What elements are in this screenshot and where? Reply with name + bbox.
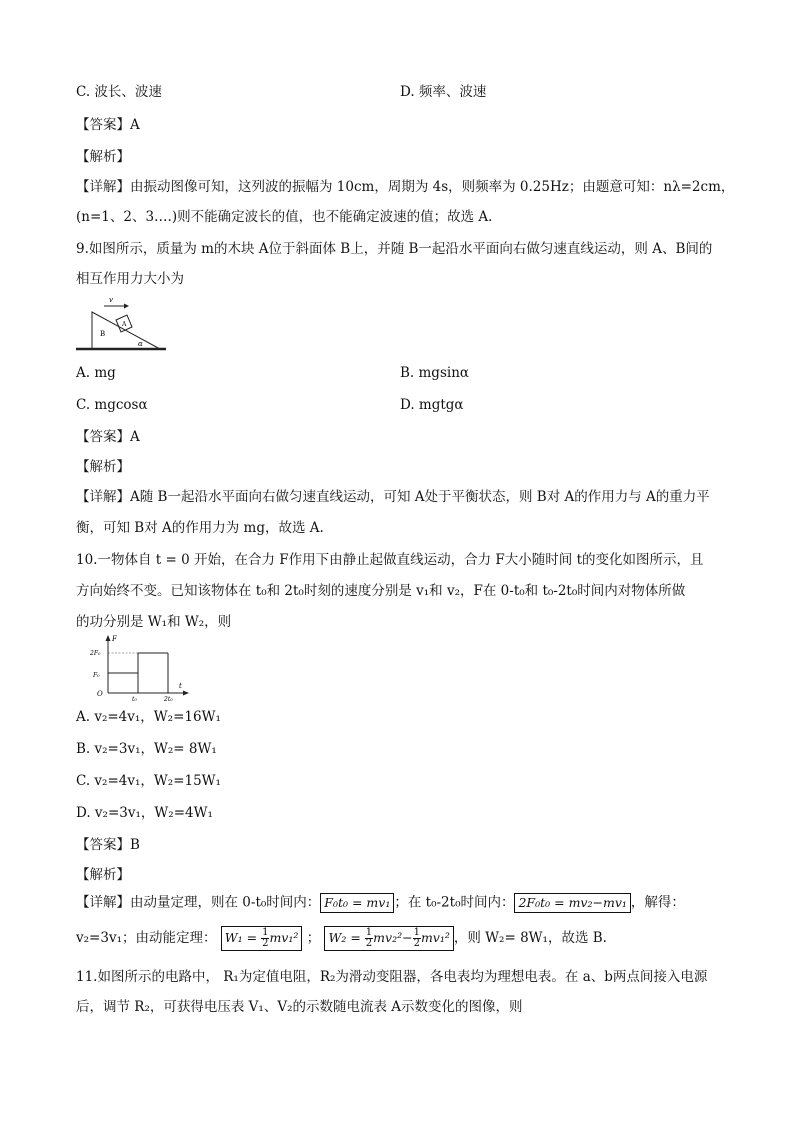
q9-option-d: D. mgtgα (400, 397, 464, 413)
q9-incline-figure (72, 294, 172, 356)
q9-stem-line2: 相互作用力大小为 (76, 271, 184, 287)
eq4-right: mv₁² (420, 930, 450, 945)
q9-answer: 【答案】A (76, 429, 140, 445)
q8-detail-line2: (n=1、2、3….)则不能确定波长的值，也不能确定波速的值；故选 A. (76, 209, 493, 225)
label-v: v (109, 296, 113, 304)
q9-analysis: 【解析】 (76, 459, 130, 475)
velocity-arrowhead (124, 304, 129, 309)
equation-box-2: 2F₀t₀ = mv₂−mv₁ (514, 893, 630, 913)
eq4-left: W₂ = (328, 930, 361, 945)
label-b: B (100, 330, 106, 338)
q10-detail-line2 (76, 926, 607, 951)
q8-answer: 【答案】A (76, 117, 140, 133)
equation-box-1: F₀t₀ = mv₁ (320, 893, 394, 913)
eq3-left: W₁ = (224, 930, 258, 945)
q9-detail-line2: 衡，可知 B对 A的作用力为 mg，故选 A. (76, 520, 324, 536)
equation-box-3 (221, 926, 303, 951)
origin-label: O (97, 690, 103, 698)
q10-stem-line2: 方向始终不变。已知该物体在 t₀和 2t₀时刻的速度分别是 v₁和 v₂，F在 0-t₀和 t₀-2t₀时间内对物体所做 (76, 583, 686, 599)
q9-option-a: A. mg (76, 365, 116, 381)
x-axis-label: t (179, 682, 182, 690)
frac-num: 1 (413, 927, 420, 938)
q10-stem-line1: 10.一物体自 t = 0 开始，在合力 F作用下由静止起做直线运动，合力 F大小随时间 t的变化如图所示，且 (76, 552, 704, 568)
q10-detail-line1 (76, 893, 685, 913)
frac-num: 1 (365, 927, 373, 938)
eq3-right: mv₁² (269, 930, 299, 945)
fraction-half (365, 928, 373, 949)
q9-option-b: B. mgsinα (400, 365, 470, 381)
q10-stem-line3: 的功分别是 W₁和 W₂，则 (76, 614, 232, 630)
q10-analysis: 【解析】 (76, 867, 130, 883)
detail-text-1: 【详解】由动量定理，则在 0-t₀时间内： (76, 894, 321, 911)
y-tick-2f0: 2F₀ (90, 650, 101, 657)
q9-stem-line1: 9.如图所示，质量为 m的木块 A位于斜面体 B上，并随 B一起沿水平面向右做匀速直线运动，则 A、B间的 (76, 241, 713, 257)
q11-stem-line1: 11.如图所示的电路中， R₁为定值电阻，R₂为滑动变阻器，各电表均为理想电表。在 a、b两点间接入电源 (76, 969, 708, 985)
frac-den: 2 (262, 938, 269, 949)
x-tick-2t0: 2t₀ (164, 696, 173, 701)
q10-option-b: B. v₂=3v₁，W₂= 8W₁ (76, 741, 217, 757)
y-tick-f0: F₀ (93, 672, 100, 679)
detail-text-2: ；在 t₀-2t₀时间内： (394, 894, 515, 911)
detail-text-6: ，则 W₂= 8W₁，故选 B. (453, 930, 607, 946)
y-axis-arrowhead (106, 635, 111, 641)
frac-den: 2 (413, 938, 420, 949)
q8-detail-line1: 【详解】由振动图像可知，这列波的振幅为 10cm，周期为 4s，则频率为 0.25Hz；由题意可知：nλ=2cm， (76, 179, 735, 195)
detail-text-5: ； (306, 930, 321, 946)
equation-box-4 (324, 926, 453, 951)
y-axis-label: F (112, 635, 117, 643)
q10-option-d: D. v₂=3v₁，W₂=4W₁ (76, 805, 213, 821)
q10-option-a: A. v₂=4v₁，W₂=16W₁ (76, 709, 221, 725)
q10-option-c: C. v₂=4v₁，W₂=15W₁ (76, 773, 221, 789)
q9-detail-line1: 【详解】A随 B一起沿水平面向右做匀速直线运动，可知 A处于平衡状态，则 B对 A的作用力与 A的重力平 (76, 489, 710, 505)
q9-option-c: C. mgcosα (76, 397, 148, 413)
fraction-half (413, 928, 421, 949)
eq4-mid: mv₂²− (373, 930, 413, 945)
q8-analysis: 【解析】 (76, 149, 130, 165)
q11-stem-line2: 后，调节 R₂，可获得电压表 V₁、V₂的示数随电流表 A示数变化的图像，则 (76, 999, 523, 1015)
frac-num: 1 (262, 927, 269, 938)
label-alpha: α (138, 340, 143, 348)
detail-text-4: v₂=3v₁；由动能定理： (76, 930, 217, 946)
q8-option-c: C. 波长、波速 (76, 84, 162, 100)
q10-force-time-graph (88, 633, 192, 701)
q10-answer: 【答案】B (76, 837, 140, 853)
frac-den: 2 (365, 938, 373, 949)
label-a: A (122, 321, 127, 328)
x-tick-t0: t₀ (132, 696, 137, 701)
x-axis-arrowhead (183, 691, 189, 696)
q8-option-d: D. 频率、波速 (400, 84, 487, 100)
detail-text-3: ，解得： (630, 894, 685, 911)
